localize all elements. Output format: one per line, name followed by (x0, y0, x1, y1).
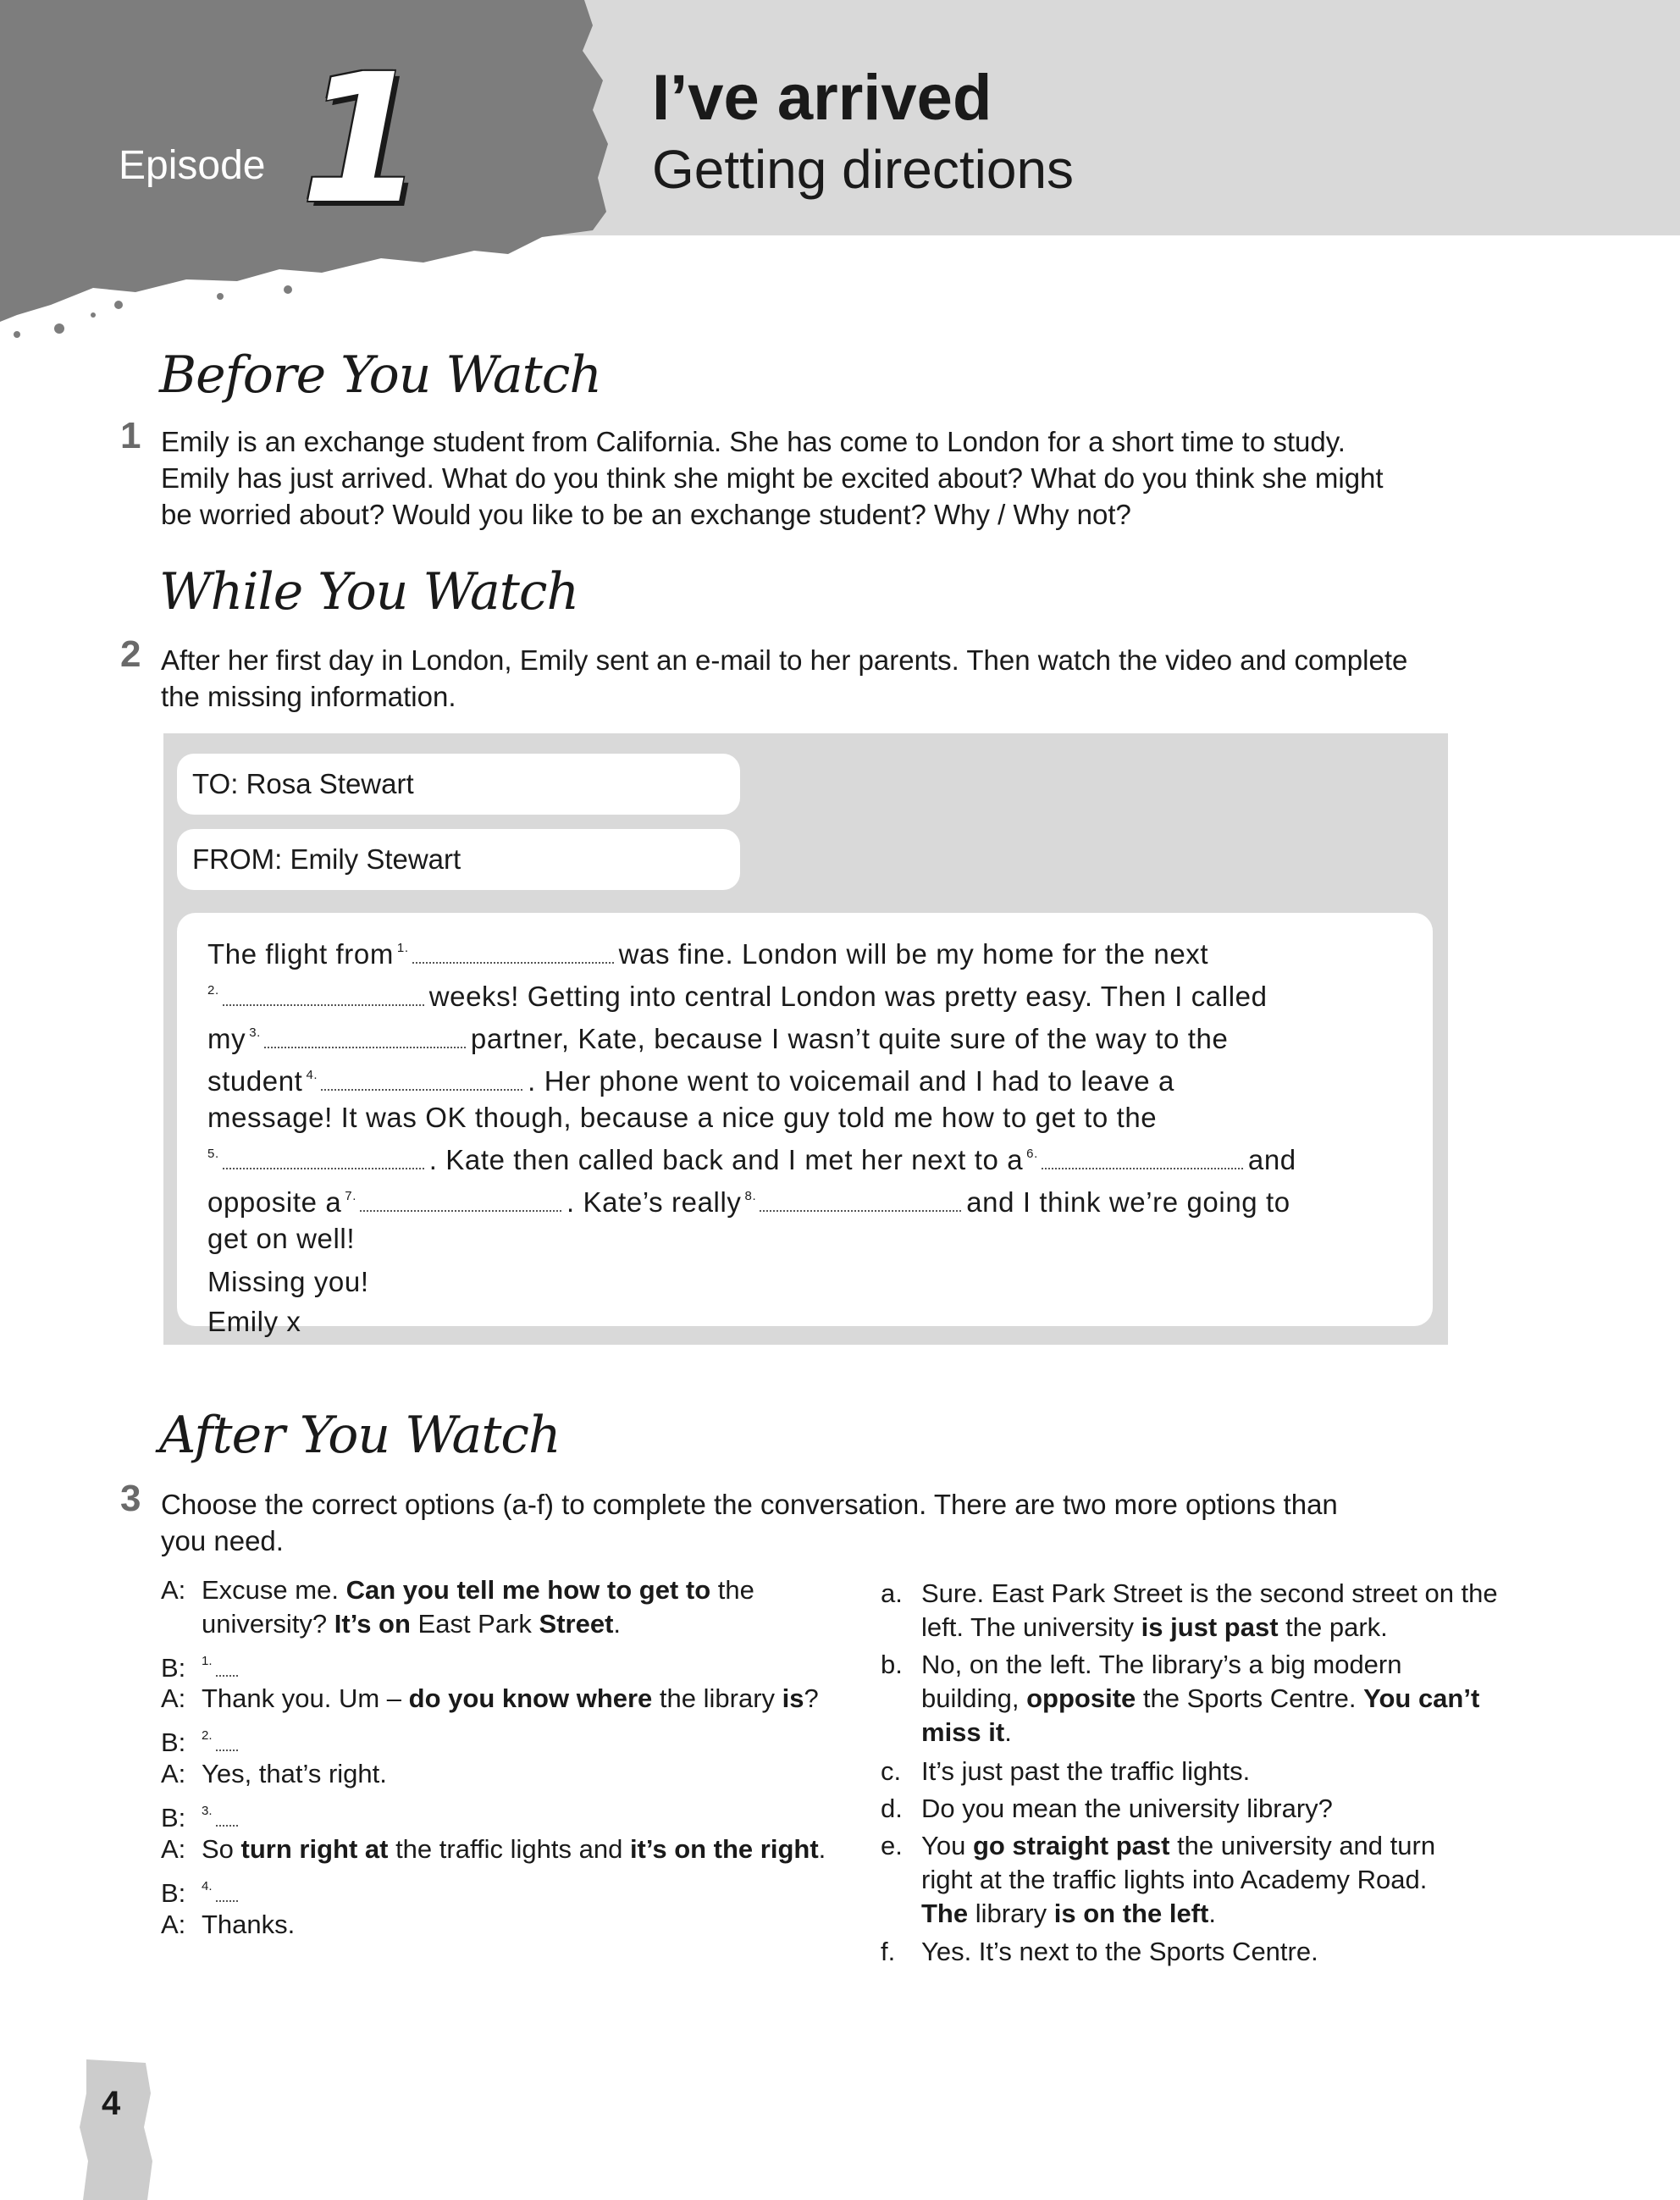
email-line-2: $^{2.}$ weeks! Getting into central London was pretty easy. Then I called (207, 981, 1268, 1012)
blank-4[interactable] (321, 1072, 522, 1091)
blank-5[interactable] (223, 1151, 424, 1169)
blank-2[interactable] (223, 987, 424, 1006)
answer-blank-4[interactable] (216, 1888, 238, 1902)
email-line-5: message! It was OK though, because a nice guy told me how to get to the (207, 1102, 1158, 1133)
email-panel (163, 733, 1448, 1345)
blank-6[interactable] (1042, 1151, 1243, 1169)
exercise-number-3: 3 (120, 1478, 141, 1519)
conversation-line: B: $^{3.}$ (161, 1794, 238, 1835)
email-signoff: Missing you! (207, 1266, 369, 1297)
email-line-3: my $^{3.}$ partner, Kate, because I wasn’t quite sure of the way to the (207, 1023, 1229, 1054)
conversation-line: B: $^{4.}$ (161, 1870, 238, 1910)
exercise-2-text: After her first day in London, Emily sent an e-mail to her parents. Then watch the video and complete the missing information. (161, 644, 1408, 712)
exercise-1-text: Emily is an exchange student from California. She has come to London for a short time to study. Emily has just arrived. What do you think she might be excited about? What do you think she might be worried about? Would you like to be an exchange student? Why / Why not? (161, 426, 1384, 530)
conversation-line: A: So turn right at the traffic lights and it’s on the right. (161, 1834, 826, 1864)
blank-1[interactable] (412, 945, 614, 964)
answer-blank-2[interactable] (216, 1738, 238, 1751)
blank-7[interactable] (360, 1193, 561, 1212)
page-number: 4 (102, 2085, 121, 2122)
episode-number: 1 (301, 36, 425, 243)
option-e: e. You go straight past the university and turn right at the traffic lights into Academy Road. The library is on the left. (881, 1831, 1436, 1928)
exercise-3-text: Choose the correct options (a-f) to complete the conversation. There are two more options than you need. (161, 1489, 1338, 1556)
blank-8[interactable] (760, 1193, 961, 1212)
after-you-watch-heading: After You Watch (159, 1406, 561, 1465)
option-b: b. No, on the left. The library’s a big modern building, opposite the Sports Centre. You can’t miss it. (881, 1650, 1480, 1747)
conversation-line: A: Yes, that’s right. (161, 1759, 387, 1788)
page-title: I’ve arrived (652, 62, 992, 134)
option-c: c. It’s just past the traffic lights. (881, 1756, 1251, 1786)
option-a: a. Sure. East Park Street is the second street on the left. The university is just past the park. (881, 1578, 1498, 1642)
email-to-field: TO: Rosa Stewart (177, 754, 740, 815)
before-you-watch-heading: Before You Watch (159, 345, 602, 405)
answer-blank-3[interactable] (216, 1813, 238, 1827)
while-you-watch-heading: While You Watch (159, 562, 579, 622)
page-number-brush (78, 2059, 154, 2200)
exercise-number-2: 2 (120, 633, 141, 675)
option-f: f. Yes. It’s next to the Sports Centre. (881, 1937, 1318, 1966)
conversation-line: A: Excuse me. Can you tell me how to get to the university? It’s on East Park Street. (161, 1575, 754, 1639)
exercise-number-1: 1 (120, 415, 141, 456)
email-signature: Emily x (207, 1306, 301, 1337)
email-line-4: student $^{4.}$ . Her phone went to voicemail and I had to leave a (207, 1065, 1174, 1097)
email-line-7: opposite a $^{7.}$ . Kate’s really $^{8.}$ and I think we’re going to (207, 1186, 1290, 1218)
conversation-line: B: $^{2.}$ (161, 1719, 238, 1760)
episode-label: Episode (119, 143, 266, 188)
conversation-line: B: $^{1.}$ (161, 1644, 238, 1685)
email-body (177, 913, 1433, 1337)
option-d: d. Do you mean the university library? (881, 1794, 1333, 1823)
email-line-6: $^{5.}$ . Kate then called back and I met her next to a $^{6.}$ and (207, 1144, 1296, 1175)
answer-blank-1[interactable] (216, 1663, 238, 1677)
conversation-line: A: Thanks. (161, 1910, 296, 1939)
page-subtitle: Getting directions (652, 139, 1075, 200)
email-line-8: get on well! (207, 1223, 356, 1254)
email-from-field: FROM: Emily Stewart (177, 829, 740, 890)
conversation-line: A: Thank you. Um – do you know where the library is? (161, 1683, 819, 1713)
email-line-1: The flight from $^{1.}$ was fine. London will be my home for the next (207, 938, 1209, 970)
blank-3[interactable] (264, 1030, 466, 1048)
